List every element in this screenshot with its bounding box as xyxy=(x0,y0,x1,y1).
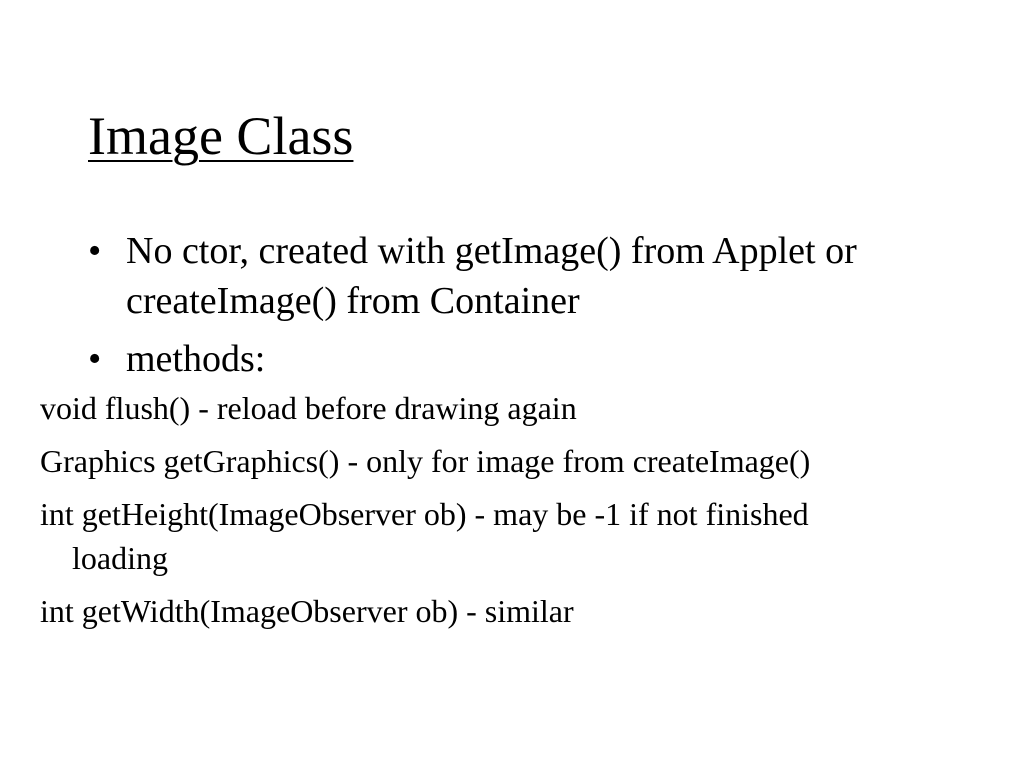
method-item: Graphics getGraphics() - only for image from createImage() xyxy=(40,443,811,479)
method-list xyxy=(40,386,968,633)
bullet-marker: • xyxy=(88,338,102,380)
method-item: int getWidth(ImageObserver ob) - similar xyxy=(40,593,574,629)
bullet-marker: • xyxy=(88,230,102,272)
method-item: int getHeight(ImageObserver ob) - may be -1 if not finished loading xyxy=(40,496,809,576)
method-item: void flush() - reload before drawing again xyxy=(40,390,577,426)
bullet-text: methods: xyxy=(126,338,266,380)
bullet-item xyxy=(40,334,968,633)
bullet-list xyxy=(40,226,968,642)
slide-title: Image Class xyxy=(88,106,354,166)
bullet-text: No ctor, created with getImage() from Applet or createImage() from Container xyxy=(126,230,857,322)
bullet-item xyxy=(88,226,968,326)
